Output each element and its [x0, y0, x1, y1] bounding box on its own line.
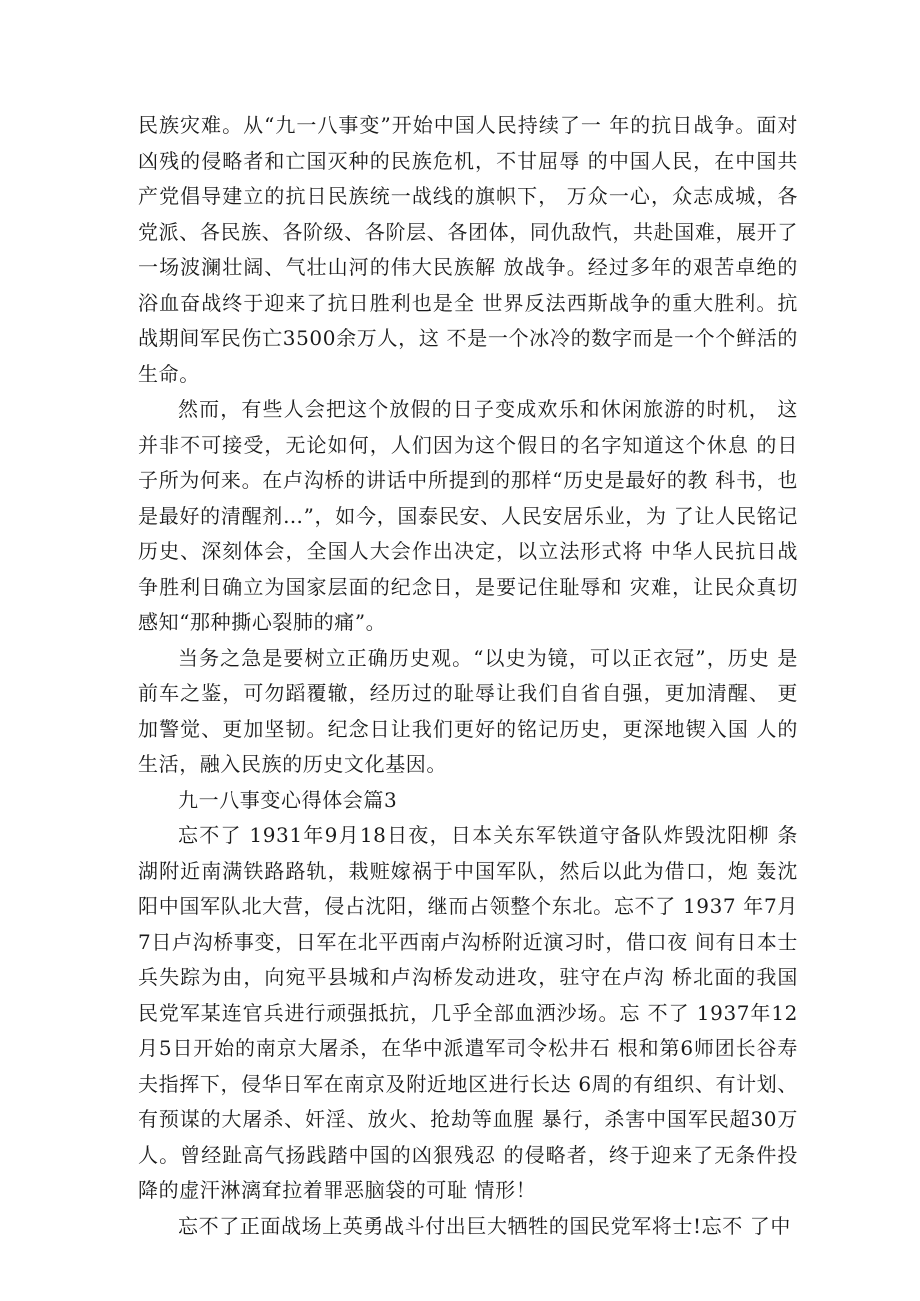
paragraph-5: 忘不了正面战场上英勇战斗付出巨大牺牲的国民党军将士!忘不 了中 [178, 1213, 791, 1238]
paragraph-3: 当务之急是要树立正确历史观。“以史为镜，可以正衣冠”，历史 是前车之鉴，可勿蹈覆辙，经历过的耻辱让我们自省自强，更加清醒、 更加警觉、更加坚韧。纪念日让我们更好的铭记历史，更深地锲入国 人的生活，融入民族的历史文化基因。 [138, 645, 798, 776]
section-heading: 九一八事变心得体会篇3 [178, 787, 398, 812]
document-body [138, 108, 798, 1244]
paragraph-2: 然而，有些人会把这个放假的日子变成欢乐和休闲旅游的时机， 这并非不可接受，无论如何，人们因为这个假日的名字知道这个休息 的日子所为何来。在卢沟桥的讲话中所提到的那样“历史是最好的教 科书，也是最好的清醒剂…”，如今，国泰民安、人民安居乐业，为 了让人民铭记历史、深刻体会，全国人大会作出决定，以立法形式将 中华人民抗日战争胜利日确立为国家层面的纪念日，是要记住耻辱和 灾难，让民众真切感知“那种撕心裂肺的痛”。 [138, 397, 798, 634]
paragraph-4: 忘不了 1931年9月18日夜，日本关东军铁道守备队炸毁沈阳柳 条湖附近南满铁路路轨，栽赃嫁祸于中国军队，然后以此为借口，炮 轰沈阳中国军队北大营，侵占沈阳，继而占领整个东北。忘不了 1937 年7月7日卢沟桥事变，日军在北平西南卢沟桥附近演习时，借口夜 间有日本士兵失踪为由，向宛平县城和卢沟桥发动进攻，驻守在卢沟 桥北面的我国民党军某连官兵进行顽强抵抗，几乎全部血洒沙场。忘 不了 1937年12月5日开始的南京大屠杀，在华中派遣军司令松井石 根和第6师团长谷寿夫指挥下，侵华日军在南京及附近地区进行长达 6周的有组织、有计划、有预谋的大屠杀、奸淫、放火、抢劫等血腥 暴行，杀害中国军民超30万人。曾经趾高气扬践踏中国的凶狠残忍 的侵略者，终于迎来了无条件投降的虚汗淋漓耷拉着罪恶脑袋的可耻 情形！ [138, 823, 798, 1202]
paragraph-1: 民族灾难。从“九一八事变”开始中国人民持续了一 年的抗日战争。面对凶残的侵略者和亡国灭种的民族危机，不甘屈辱 的中国人民，在中国共产党倡导建立的抗日民族统一战线的旗帜下， 万众一心，众志成城，各党派、各民族、各阶级、各阶层、各团体，同仇敌忾，共赴国难，展开了一场波澜壮阔、气壮山河的伟大民族解 放战争。经过多年的艰苦卓绝的浴血奋战终于迎来了抗日胜利也是全 世界反法西斯战争的重大胜利。抗战期间军民伤亡3500余万人，这 不是一个冰冷的数字而是一个个鲜活的生命。 [138, 113, 798, 386]
